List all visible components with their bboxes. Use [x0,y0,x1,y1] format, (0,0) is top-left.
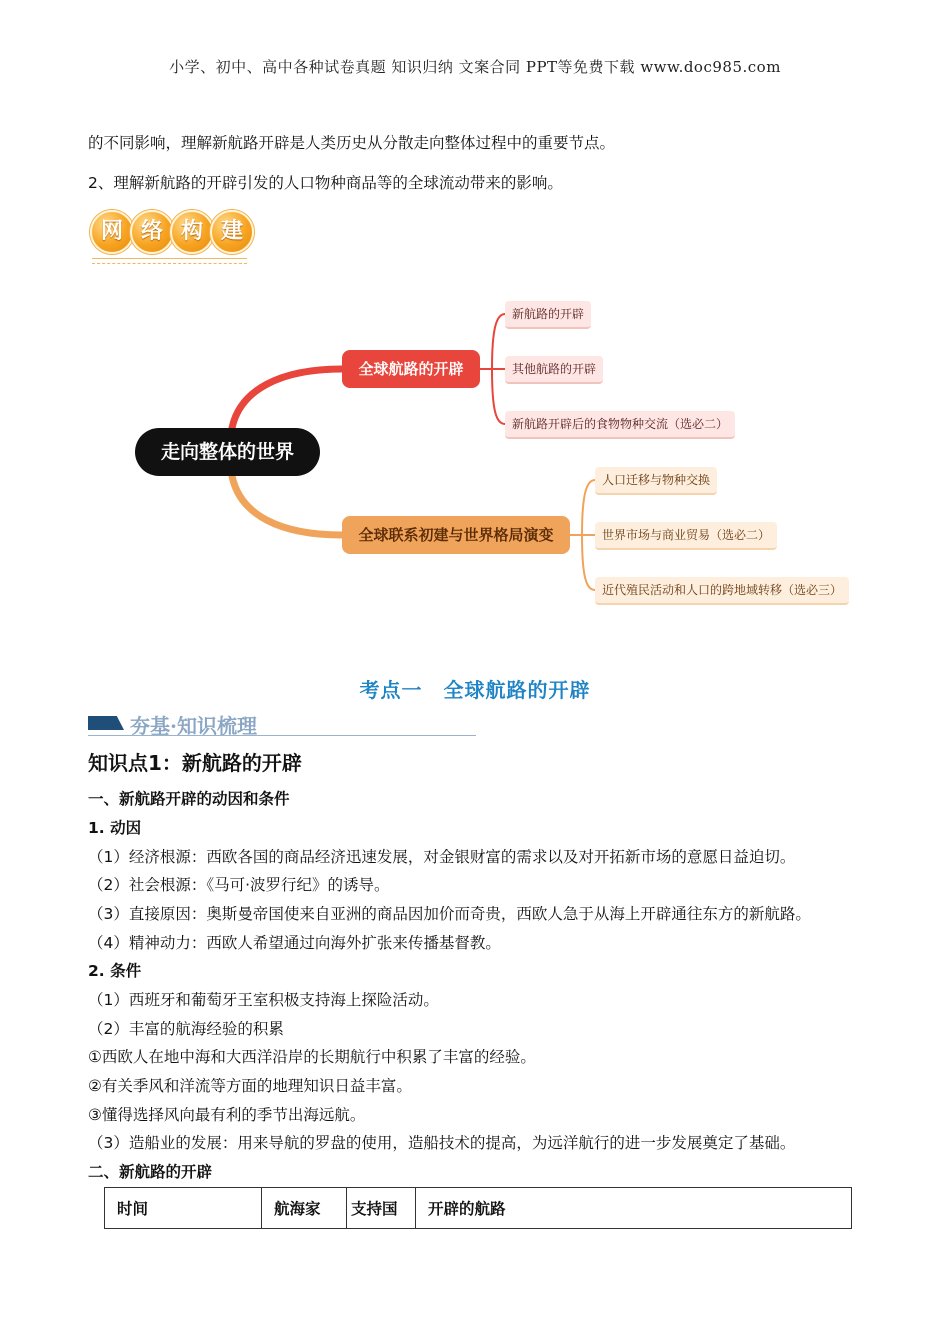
connector-b1-leaf1 [492,314,505,369]
tiaojian-item-6: （3）造船业的发展：用来导航的罗盘的使用，造船技术的提高，为远洋航行的进一步发展奠定了基础。 [88,1134,796,1152]
connector-b1-leaf3 [492,369,505,424]
tiaojian-item-3: ①西欧人在地中海和大西洋沿岸的长期航行中积累了丰富的经验。 [88,1048,536,1066]
intro-line-2: 2、理解新航路的开辟引发的人口物种商品等的全球流动带来的影响。 [88,174,563,192]
voyage-table [104,1187,852,1229]
section-heading [88,711,478,739]
section-label: 夯基·知识梳理 [130,714,257,738]
mindmap-leaf-b1-1: 新航路的开辟 [505,301,591,329]
banner-char-3: 构 [170,210,214,254]
section-marker [88,716,124,730]
dongyin-item-4: （4）精神动力：西欧人希望通过向海外扩张来传播基督教。 [88,934,501,952]
dongyin-item-1: （1）经济根源：西欧各国的商品经济迅速发展，对金银财富的需求以及对开拓新市场的意愿日益迫切。 [88,848,796,866]
dongyin-item-3: （3）直接原因：奥斯曼帝国使来自亚洲的商品因加价而奇贵，西欧人急于从海上开辟通往东方的新航路。 [88,905,811,923]
banner-char-2: 络 [130,210,174,254]
banner-char-4: 建 [210,210,254,254]
table-header-time: 时间 [105,1188,262,1229]
mindmap-leaf-b2-1: 人口迁移与物种交换 [595,467,717,495]
tiaojian-item-1: （1）西班牙和葡萄牙王室积极支持海上探险活动。 [88,991,439,1009]
intro-line-1: 的不同影响，理解新航路开辟是人类历史从分散走向整体过程中的重要节点。 [88,134,616,152]
mindmap-leaf-b2-2: 世界市场与商业贸易（选必二） [595,522,777,550]
connector-root-b2 [232,476,342,535]
table-header-route: 开辟的航路 [416,1188,852,1229]
connector-b2-leaf3 [582,535,595,590]
tiaojian-item-4: ②有关季风和洋流等方面的地理知识日益丰富。 [88,1077,412,1095]
table-header-navigator: 航海家 [262,1188,347,1229]
tiaojian-item-2: （2）丰富的航海经验的积累 [88,1020,284,1038]
mindmap-leaf-b1-3: 新航路开辟后的食物物种交流（选必二） [505,411,735,439]
page-header: 小学、初中、高中各种试卷真题 知识归纳 文案合同 PPT等免费下载 www.doc985.com [169,58,781,76]
heading-1: 一、新航路开辟的动因和条件 [88,790,290,808]
section-rule [88,735,476,736]
heading-1-1: 1. 动因 [88,819,142,837]
heading-2: 二、新航路的开辟 [88,1163,213,1181]
kaodian-title: 考点一 全球航路的开辟 [359,678,591,702]
connector-root-b1 [232,369,342,428]
table-header-country: 支持国 [347,1188,416,1229]
heading-1-2: 2. 条件 [88,962,142,980]
mindmap-leaf-b2-3: 近代殖民活动和人口的跨地域转移（选必三） [595,577,849,605]
dongyin-item-2: （2）社会根源：《马可·波罗行纪》的诱导。 [88,876,390,894]
table-header-row [105,1188,852,1229]
mindmap-branch-2: 全球联系初建与世界格局演变 [342,516,570,554]
tiaojian-item-5: ③懂得选择风向最有利的季节出海远航。 [88,1106,366,1124]
connector-b2-leaf1 [582,480,595,535]
mindmap-root: 走向整体的世界 [135,428,320,476]
knowledge-title: 知识点1：新航路的开辟 [88,751,302,775]
banner-char-1: 网 [90,210,134,254]
mindmap-leaf-b1-2: 其他航路的开辟 [505,356,603,384]
mindmap-branch-1: 全球航路的开辟 [342,350,480,388]
